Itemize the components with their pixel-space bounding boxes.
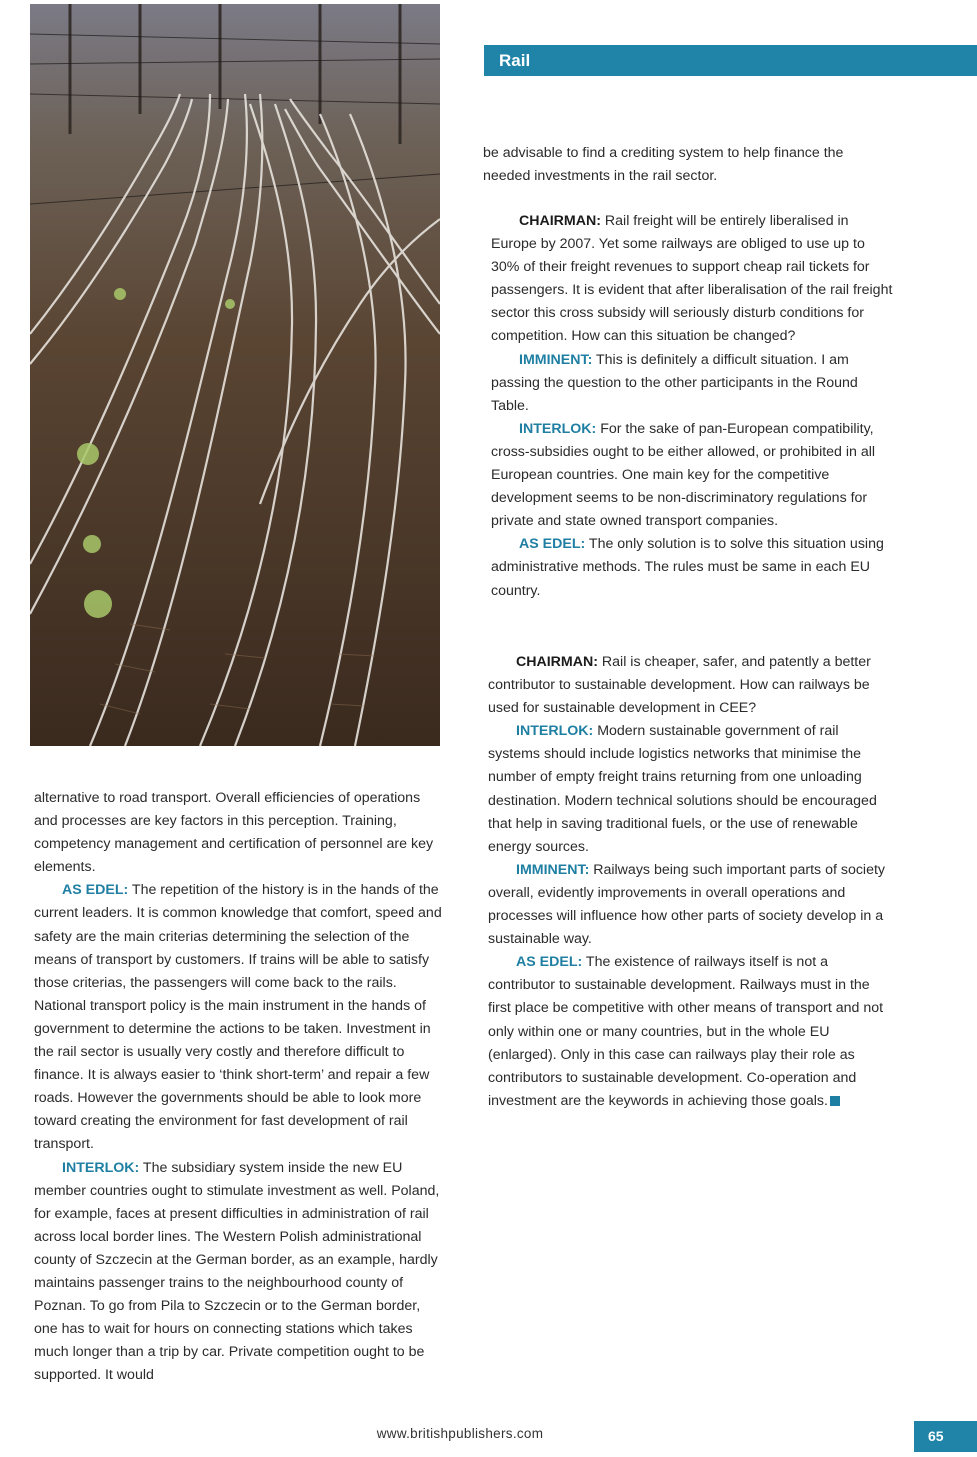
footer-url: www.britishpublishers.com (376, 1426, 544, 1441)
speaker-label: INTERLOK: (62, 1159, 140, 1176)
left-column (34, 787, 444, 1387)
speaker-label: CHAIRMAN: (519, 213, 601, 229)
left-paragraph-3 (34, 1157, 444, 1388)
answer-2-text: For the sake of pan-European compatibility, cross-subsidies ought to be either allowed, or prohibited in all European countries. One main key for the competitive development seems to be non-discriminatory regulations for private and state owned transport companies. (491, 420, 876, 530)
answer-6 (488, 951, 888, 1113)
speaker-label: AS EDEL: (519, 536, 586, 553)
speaker-label: CHAIRMAN: (516, 654, 598, 670)
speaker-label: INTERLOK: (519, 420, 597, 437)
answer-4-text: Modern sustainable government of rail systems should include logistics networks that minimise the number of empty freight trains returning from one unloading destination. Modern technical solutions should be encouraged that help in saving traditional fuels, or the use of renewable energy sources. (488, 723, 877, 855)
left-paragraph-1-text: alternative to road transport. Overall efficiencies of operations and processes are key factors in this perception. Training, competency management and certification of personnel are key elements. (34, 790, 434, 876)
left-paragraph-1 (34, 787, 444, 879)
page-number (914, 1421, 977, 1452)
speaker-label: INTERLOK: (516, 723, 594, 740)
answer-3 (491, 533, 893, 602)
speaker-label: AS EDEL: (62, 882, 129, 899)
right-paragraph-1 (483, 142, 883, 188)
speaker-label: AS EDEL: (516, 954, 583, 971)
right-column-question-2 (488, 651, 888, 1113)
page-number-text: 65 (928, 1428, 944, 1444)
right-paragraph-1-text: be advisable to find a crediting system to help finance the needed investments in the rail sector. (483, 145, 844, 185)
answer-5 (488, 859, 888, 951)
answer-3-text: The only solution is to solve this situation using administrative methods. The rules must be same in each EU country. (491, 536, 884, 599)
section-header (484, 45, 977, 76)
answer-1 (491, 349, 893, 418)
speaker-label: IMMINENT: (519, 351, 593, 368)
answer-1-text: This is definitely a difficult situation. I am passing the question to the other participants in the Round Table. (491, 351, 858, 414)
railway-tracks-photo (30, 4, 440, 746)
left-paragraph-2-text: The repetition of the history is in the hands of the current leaders. It is common knowledge that comfort, speed and safety are the main criterias determining the selection of the means of transport by customers. If trains will be able to satisfy those criterias, the passengers will come back to the rails. National transport policy is the main instrument in the hands of government to determine the actions to be taken. Investment in the rail sector is usually very costly and therefore difficult to finance. It is always easier to ‘think short-term’ and repair a few roads. However the governments should be able to look more toward creating the environment for fast development of rail transport. (34, 882, 442, 1153)
answer-5-text: Railways being such important parts of society overall, evidently improvements in overall operations and processes will influence how other parts of society develop in a sustainable way. (488, 861, 886, 948)
question-2-text: Rail is cheaper, safer, and patently a better contributor to sustainable development. How can railways be used for sustainable development in CEE? (488, 654, 871, 717)
section-label: Rail (499, 51, 531, 70)
answer-4 (488, 720, 888, 859)
answer-6-text: The existence of railways itself is not a contributor to sustainable development. Railways must in the first place be competitive with other means of transport and not only within one or many countries, but in the whole EU (enlarged). Only in this case can railways play their role as contributors to sustainable development. Co-operation and investment are the keywords in achieving those goals. (488, 954, 884, 1109)
question-1 (491, 210, 893, 349)
right-column-question-1 (491, 210, 893, 603)
answer-2 (491, 418, 893, 533)
end-of-article-mark (830, 1096, 840, 1106)
left-paragraph-3-text: The subsidiary system inside the new EU member countries ought to stimulate investment as well. Poland, for example, faces at present difficulties in administration of rail across local border lines. The Western Polish administrational county of Szczecin at the German border, as an example, hardly maintains passenger trains to the neighbourhood county of Poznan. To go from Pila to Szczecin or to the German border, one has to wait for hours on connecting stations which takes much longer than a trip by car. Private competition ought to be supported. It would (34, 1159, 440, 1384)
right-column-intro (483, 142, 883, 188)
left-paragraph-2 (34, 879, 444, 1156)
question-1-text: Rail freight will be entirely liberalised in Europe by 2007. Yet some railways are obliged to use up to 30% of their freight revenues to support cheap rail tickets for passengers. It is evident that after liberalisation of the rail freight sector this cross subsidy will seriously disturb conditions for competition. How can this situation be changed? (491, 213, 893, 345)
speaker-label: IMMINENT: (516, 861, 590, 878)
question-2 (488, 651, 888, 720)
